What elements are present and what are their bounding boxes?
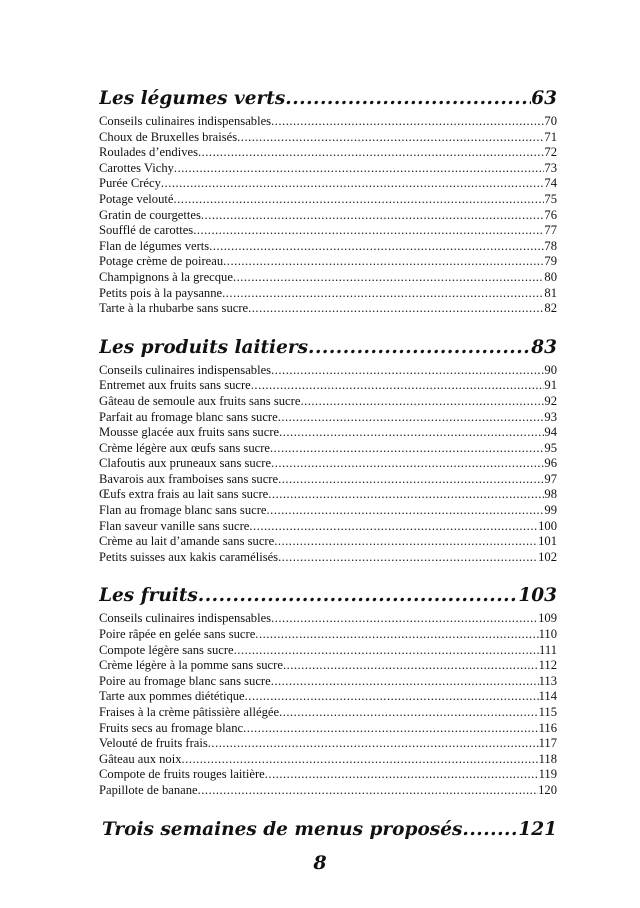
entry-page-number: 117	[538, 736, 557, 751]
entry-page-number: 118	[538, 751, 557, 766]
entry-page-number: 78	[544, 238, 557, 253]
dot-leader	[161, 176, 545, 192]
entry-label: Crème légère à la pomme sans sucre	[99, 658, 283, 673]
toc-entry	[99, 410, 557, 426]
toc-entry	[99, 176, 557, 192]
dot-leader	[248, 301, 544, 317]
dot-leader	[222, 286, 544, 302]
entry-label: Champignons à la grecque	[99, 269, 233, 284]
entry-label: Conseils culinaires indispensables	[99, 362, 272, 377]
toc-entry	[99, 643, 557, 659]
entry-page-number: 82	[544, 301, 557, 316]
entry-label: Carottes Vichy	[99, 160, 174, 175]
entry-page-number: 98	[544, 487, 557, 502]
entry-label: Gâteau de semoule aux fruits sans sucre	[99, 393, 301, 408]
toc-entry	[99, 145, 557, 161]
entry-label: Purée Crécy	[99, 176, 161, 191]
toc-entry	[99, 487, 557, 503]
dot-leader	[251, 378, 545, 394]
entry-label: Petits suisses aux kakis caramélisés	[99, 549, 279, 564]
entry-page-number: 76	[544, 207, 557, 222]
entry-label: Tarte aux pommes diététique	[99, 689, 245, 704]
entry-page-number: 112	[538, 658, 557, 673]
entry-label: Tarte à la rhubarbe sans sucre	[99, 301, 249, 316]
section-page-number: 83	[531, 336, 557, 358]
section-heading	[99, 333, 557, 363]
dot-leader	[193, 223, 544, 239]
entry-page-number: 79	[544, 254, 557, 269]
entry-page-number: 75	[544, 191, 557, 206]
dot-leader	[245, 689, 539, 705]
entry-label: Compote légère sans sucre	[99, 642, 234, 657]
entry-label: Fruits secs au fromage blanc	[99, 720, 244, 735]
entry-label: Conseils culinaires indispensables	[99, 611, 272, 626]
entry-page-number: 74	[544, 176, 557, 191]
entry-label: Entremet aux fruits sans sucre	[99, 378, 251, 393]
entry-page-number: 102	[538, 549, 557, 564]
section-heading	[99, 581, 557, 611]
entry-label: Flan saveur vanille sans sucre	[99, 518, 250, 533]
entry-page-number: 113	[538, 673, 557, 688]
entry-label: Choux de Bruxelles braisés	[99, 129, 238, 144]
dot-leader	[198, 783, 538, 799]
entry-label: Roulades d’endives	[99, 145, 198, 160]
dot-leader	[270, 441, 544, 457]
entry-label: Œufs extra frais au lait sans sucre	[99, 487, 269, 502]
entry-label: Papillote de banane	[99, 782, 198, 797]
dot-leader	[223, 254, 544, 270]
entry-page-number: 100	[538, 518, 557, 533]
toc-entry	[99, 674, 557, 690]
entry-page-number: 72	[544, 145, 557, 160]
entry-label: Soufflé de carottes	[99, 223, 194, 238]
toc-entry	[99, 223, 557, 239]
dot-leader	[198, 145, 544, 161]
entry-label: Parfait au fromage blanc sans sucre	[99, 409, 278, 424]
dot-leader	[308, 333, 531, 363]
dot-leader	[255, 627, 538, 643]
toc-final-heading	[99, 815, 557, 845]
toc-entry	[99, 239, 557, 255]
dot-leader	[279, 425, 544, 441]
entry-page-number: 71	[544, 129, 557, 144]
entry-page-number: 99	[544, 503, 557, 518]
toc-entry	[99, 254, 557, 270]
toc-entry	[99, 378, 557, 394]
entry-page-number: 97	[544, 471, 557, 486]
dot-leader	[208, 736, 539, 752]
entry-page-number: 114	[538, 689, 557, 704]
dot-leader	[174, 192, 545, 208]
entry-label: Flan de légumes verts	[99, 238, 210, 253]
toc-section-fruits	[99, 581, 557, 798]
entry-label: Bavarois aux framboises sans sucre	[99, 471, 279, 486]
toc-section-legumes	[99, 84, 557, 317]
toc-entry	[99, 627, 557, 643]
dot-leader	[201, 208, 545, 224]
toc-entry	[99, 363, 557, 379]
entry-label: Poire au fromage blanc sans sucre	[99, 673, 271, 688]
entry-label: Compote de fruits rouges laitière	[99, 767, 265, 782]
entry-label: Potage velouté	[99, 191, 174, 206]
section-heading	[99, 84, 557, 114]
toc-entry	[99, 208, 557, 224]
dot-leader	[271, 456, 544, 472]
entry-label: Clafoutis aux pruneaux sans sucre	[99, 456, 272, 471]
toc-entry	[99, 550, 557, 566]
entry-page-number: 110	[538, 627, 557, 642]
entry-label: Velouté de fruits frais	[99, 736, 208, 751]
toc-entry	[99, 425, 557, 441]
toc-entry	[99, 472, 557, 488]
entry-page-number: 120	[538, 782, 557, 797]
toc-entry	[99, 783, 557, 799]
dot-leader	[278, 550, 538, 566]
entry-list	[99, 611, 557, 798]
toc-entry	[99, 130, 557, 146]
dot-leader	[268, 487, 544, 503]
toc-entry	[99, 736, 557, 752]
dot-leader	[274, 534, 538, 550]
entry-label: Gâteau aux noix	[99, 751, 182, 766]
entry-page-number: 91	[544, 378, 557, 393]
toc-entry	[99, 519, 557, 535]
dot-leader	[285, 84, 531, 114]
entry-label: Conseils culinaires indispensables	[99, 114, 272, 128]
entry-page-number: 70	[544, 114, 557, 128]
toc-entry	[99, 705, 557, 721]
entry-page-number: 93	[544, 409, 557, 424]
section-page-number: 121	[518, 818, 557, 840]
entry-list	[99, 114, 557, 317]
entry-label: Mousse glacée aux fruits sans sucre	[99, 425, 280, 440]
table-of-contents	[99, 84, 557, 845]
entry-label: Petits pois à la paysanne	[99, 285, 223, 300]
toc-entry	[99, 611, 557, 627]
entry-page-number: 111	[539, 642, 557, 657]
dot-leader	[278, 472, 544, 488]
dot-leader	[271, 114, 544, 130]
dot-leader	[271, 363, 544, 379]
dot-leader	[462, 815, 518, 845]
section-page-number: 103	[518, 585, 557, 607]
dot-leader	[233, 270, 544, 286]
dot-leader	[265, 767, 539, 783]
entry-label: Poire râpée en gelée sans sucre	[99, 627, 256, 642]
entry-page-number: 116	[538, 720, 557, 735]
toc-entry	[99, 114, 557, 130]
dot-leader	[198, 581, 519, 611]
dot-leader	[283, 658, 539, 674]
toc-section-laitiers	[99, 333, 557, 566]
dot-leader	[267, 503, 545, 519]
entry-page-number: 80	[544, 269, 557, 284]
toc-entry	[99, 721, 557, 737]
toc-entry	[99, 534, 557, 550]
toc-entry	[99, 192, 557, 208]
entry-page-number: 109	[538, 611, 557, 626]
entry-label: Potage crème de poireau	[99, 254, 224, 269]
toc-entry	[99, 456, 557, 472]
dot-leader	[234, 643, 539, 659]
entry-label: Crème au lait d’amande sans sucre	[99, 534, 275, 549]
entry-page-number: 94	[544, 425, 557, 440]
dot-leader	[279, 705, 538, 721]
dot-leader	[300, 394, 544, 410]
toc-entry	[99, 767, 557, 783]
dot-leader	[209, 239, 544, 255]
section-title: Trois semaines de menus proposés	[102, 818, 463, 840]
entry-list	[99, 363, 557, 566]
toc-entry	[99, 441, 557, 457]
dot-leader	[182, 752, 539, 768]
section-page-number: 63	[531, 88, 557, 109]
toc-entry	[99, 301, 557, 317]
entry-page-number: 95	[544, 440, 557, 455]
entry-label: Fraises à la crème pâtissière allégée	[99, 705, 280, 719]
entry-page-number: 119	[538, 767, 557, 782]
entry-page-number: 101	[538, 534, 557, 549]
section-title: Les fruits	[99, 585, 198, 607]
entry-page-number: 90	[544, 362, 557, 377]
page-folio: 8	[313, 852, 327, 874]
entry-label: Gratin de courgettes	[99, 207, 201, 222]
dot-leader	[174, 161, 544, 177]
toc-entry	[99, 503, 557, 519]
entry-label: Crème légère aux œufs sans sucre	[99, 440, 270, 455]
toc-entry	[99, 161, 557, 177]
dot-leader	[237, 130, 544, 146]
entry-page-number: 73	[544, 160, 557, 175]
toc-entry	[99, 286, 557, 302]
section-title: Les légumes verts	[99, 88, 286, 109]
entry-page-number: 96	[544, 456, 557, 471]
entry-page-number: 81	[544, 285, 557, 300]
dot-leader	[243, 721, 538, 737]
dot-leader	[249, 519, 538, 535]
toc-entry	[99, 689, 557, 705]
dot-leader	[278, 410, 545, 426]
toc-entry	[99, 658, 557, 674]
toc-entry	[99, 270, 557, 286]
entry-page-number: 115	[538, 705, 557, 719]
entry-label: Flan au fromage blanc sans sucre	[99, 503, 267, 518]
dot-leader	[271, 674, 539, 690]
entry-page-number: 77	[544, 223, 557, 238]
toc-entry	[99, 752, 557, 768]
toc-entry	[99, 394, 557, 410]
section-title: Les produits laitiers	[99, 336, 309, 358]
entry-page-number: 92	[544, 393, 557, 408]
dot-leader	[271, 611, 538, 627]
